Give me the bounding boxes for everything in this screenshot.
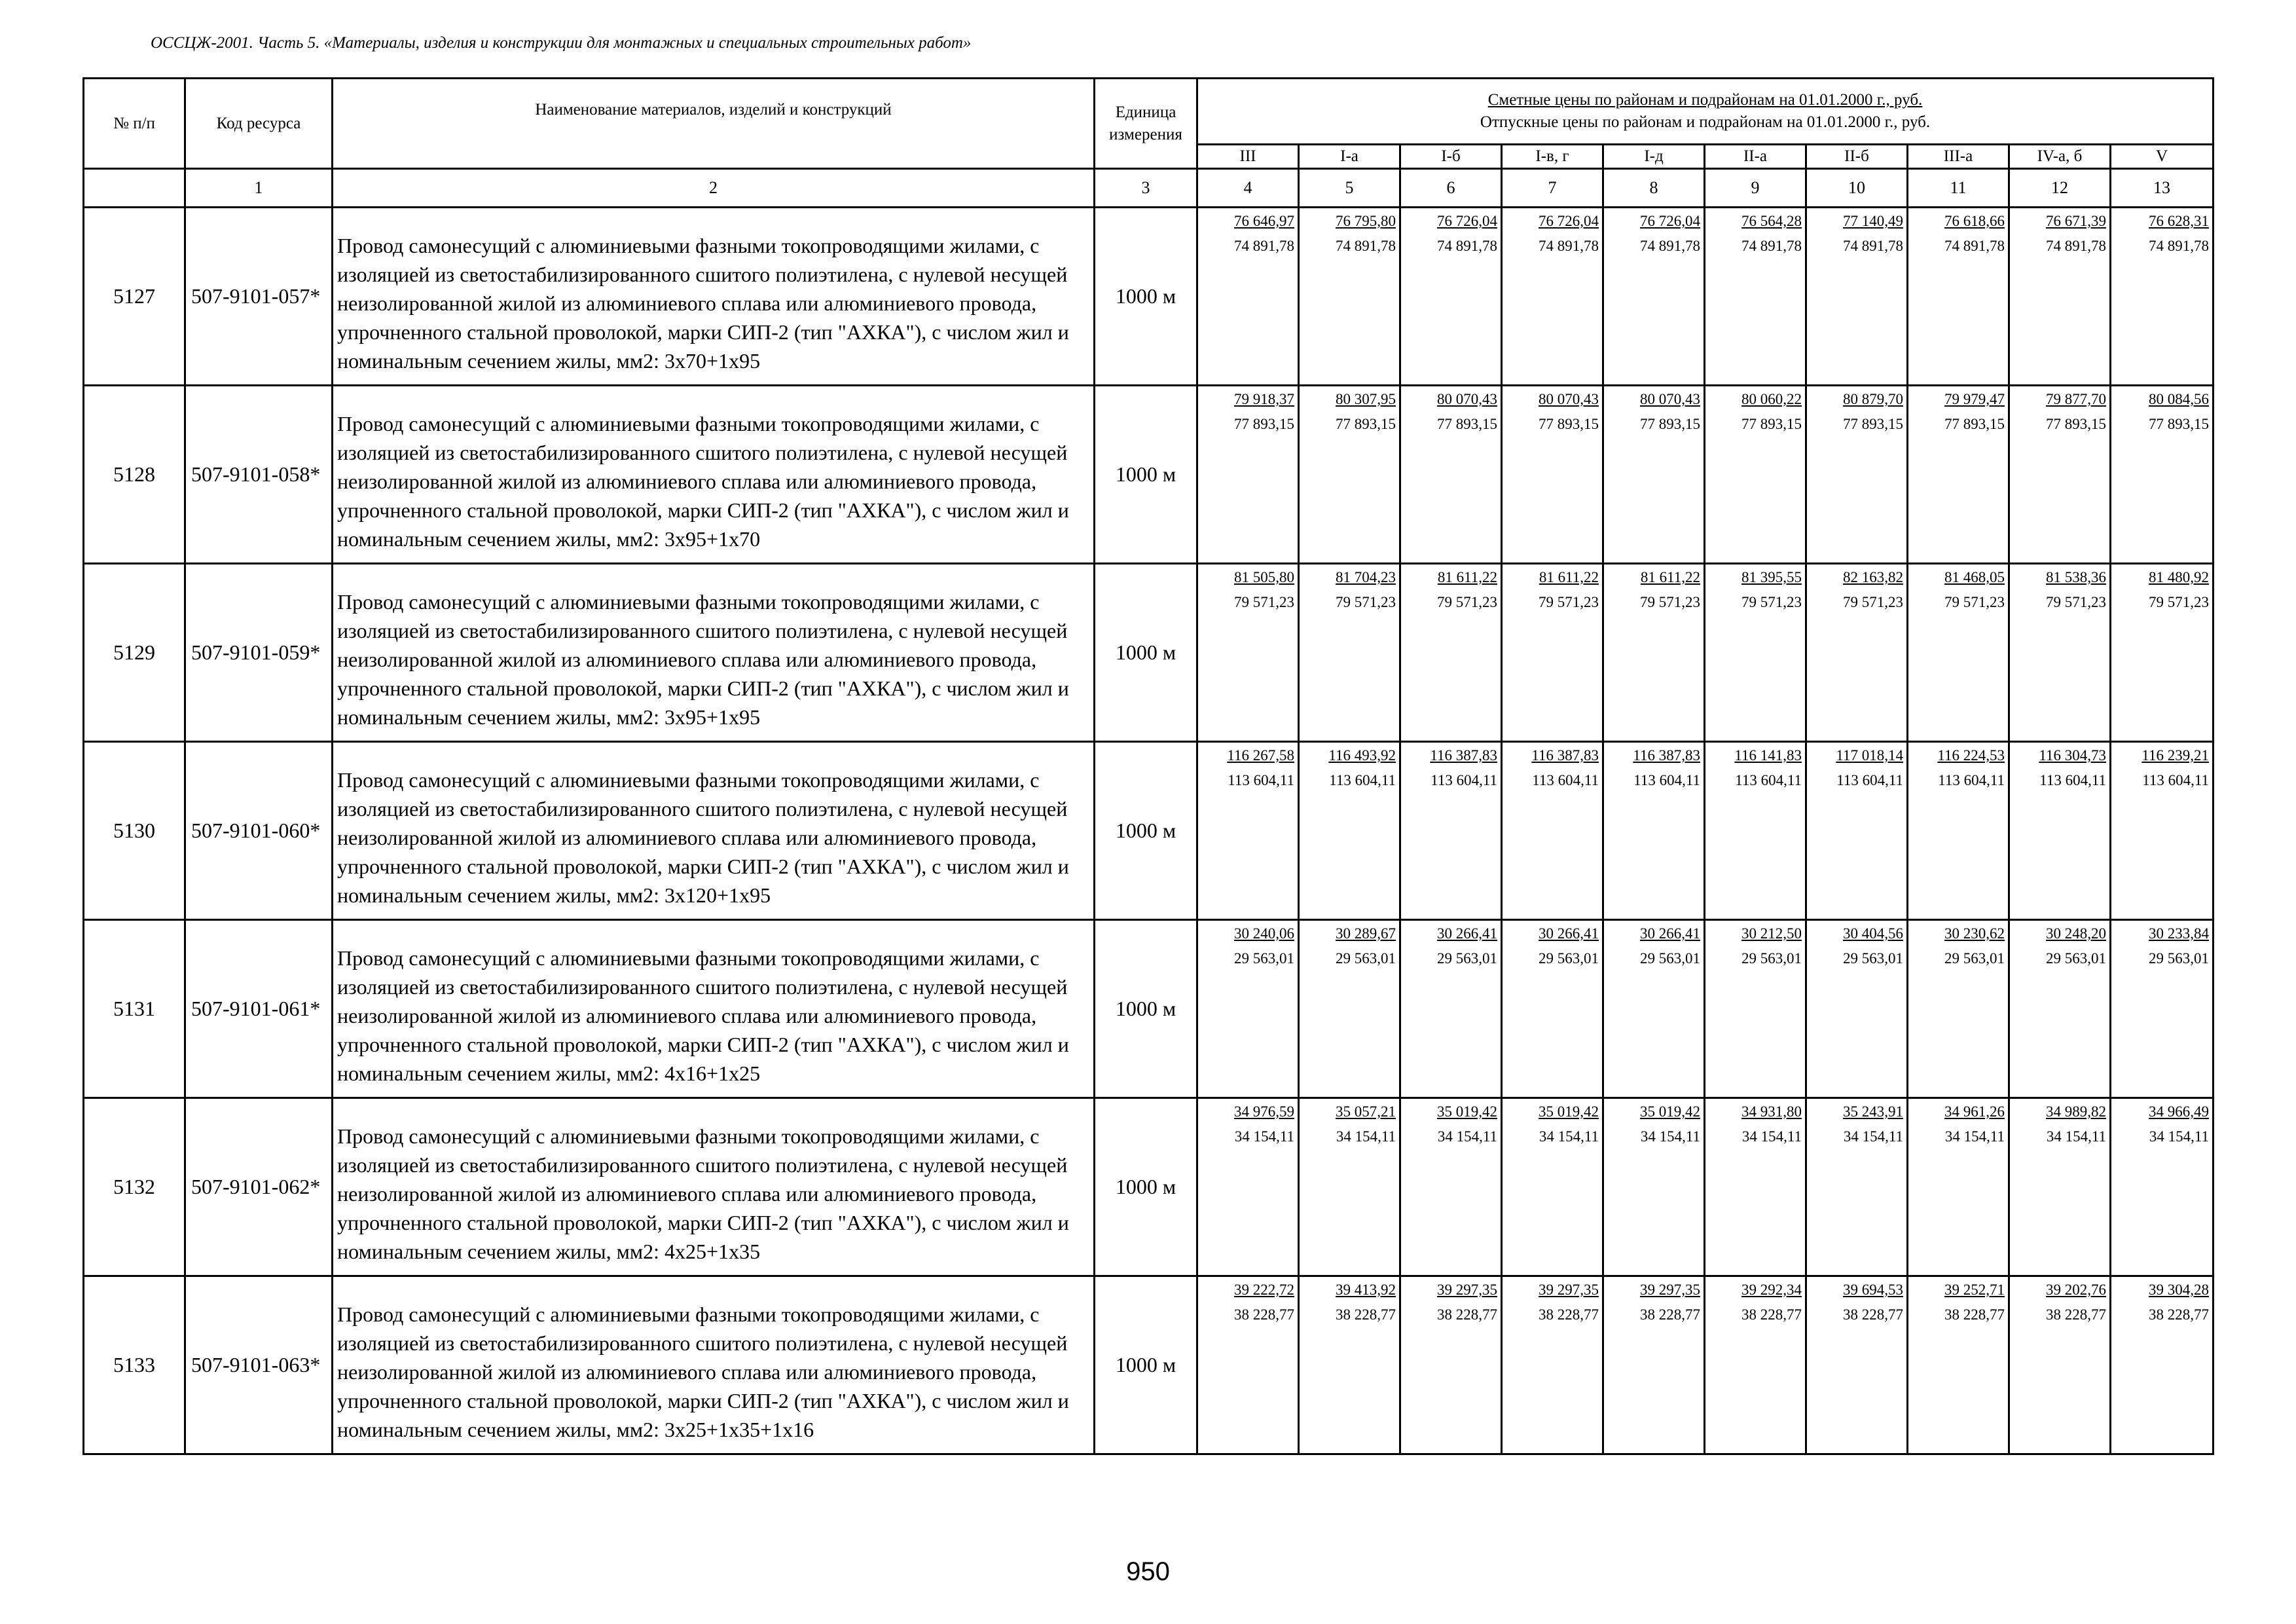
- estimate-price: 39 297,35: [1539, 1282, 1599, 1298]
- estimate-price: 39 297,35: [1640, 1282, 1700, 1298]
- column-number: 4: [1197, 169, 1299, 208]
- release-price: 79 571,23: [1539, 594, 1599, 610]
- estimate-price: 35 019,42: [1539, 1103, 1599, 1120]
- price-cell: [1400, 742, 1502, 920]
- estimate-price: 76 618,66: [1944, 213, 2005, 229]
- estimate-price: 80 070,43: [1437, 391, 1497, 407]
- release-price: 79 571,23: [2046, 594, 2106, 610]
- price-cell: [1400, 208, 1502, 386]
- estimate-price: 39 413,92: [1336, 1282, 1396, 1298]
- page-number: 950: [1126, 1557, 1170, 1586]
- row-number: 5130: [84, 742, 185, 920]
- price-cell: [1908, 1276, 2009, 1454]
- release-price: 113 604,11: [1532, 772, 1599, 788]
- table-row: [84, 1276, 2214, 1454]
- release-price: 77 893,15: [1944, 416, 2005, 432]
- estimate-price: 76 726,04: [1640, 213, 1700, 229]
- price-cell: [1502, 1276, 1603, 1454]
- estimate-price: 30 233,84: [2149, 925, 2210, 942]
- price-table: [82, 77, 2214, 1455]
- estimate-price: 80 307,95: [1336, 391, 1396, 407]
- price-cell: [1705, 208, 1806, 386]
- material-name: Провод самонесущий с алюминиевыми фазными токопроводящими жилами, с изоляцией из светостабилизированного сшитого полиэтилена, с нулевой несущей неизолированной жилой из алюминиевого сплава или алюминиевого провода, упрочненного стальной проволокой, марки СИП-2 (тип "АХКА"), с числом жил и номинальным сечением жилы, мм2: 4х25+1х35: [333, 1098, 1095, 1276]
- price-cell: [1299, 386, 1400, 564]
- material-name: Провод самонесущий с алюминиевыми фазными токопроводящими жилами, с изоляцией из светостабилизированного сшитого полиэтилена, с нулевой несущей неизолированной жилой из алюминиевого сплава или алюминиевого провода, упрочненного стальной проволокой, марки СИП-2 (тип "АХКА"), с числом жил и номинальным сечением жилы, мм2: 3х120+1х95: [333, 742, 1095, 920]
- unit: 1000 м: [1095, 1098, 1197, 1276]
- price-cell: [1197, 208, 1299, 386]
- header-no: № п/п: [84, 79, 185, 169]
- estimate-price: 39 694,53: [1843, 1282, 1903, 1298]
- column-number: 3: [1095, 169, 1197, 208]
- price-cell: [1908, 564, 2009, 742]
- estimate-price: 34 976,59: [1234, 1103, 1294, 1120]
- estimate-price: 30 212,50: [1741, 925, 1802, 942]
- price-cell: [1197, 1098, 1299, 1276]
- price-cell: [1603, 920, 1705, 1098]
- estimate-price: 34 989,82: [2046, 1103, 2106, 1120]
- release-price: 29 563,01: [1539, 950, 1599, 967]
- header-region: I-б: [1400, 145, 1502, 169]
- release-price: 34 154,11: [1437, 1128, 1497, 1145]
- release-price: 74 891,78: [1640, 238, 1700, 254]
- header-region: II-а: [1705, 145, 1806, 169]
- release-price: 77 893,15: [2046, 416, 2106, 432]
- release-price: 77 893,15: [1640, 416, 1700, 432]
- column-number: 6: [1400, 169, 1502, 208]
- column-number: 9: [1705, 169, 1806, 208]
- header-region: IV-а, б: [2009, 145, 2111, 169]
- estimate-price: 76 671,39: [2046, 213, 2106, 229]
- estimate-price: 35 243,91: [1843, 1103, 1903, 1120]
- material-name: Провод самонесущий с алюминиевыми фазными токопроводящими жилами, с изоляцией из светостабилизированного сшитого полиэтилена, с нулевой несущей неизолированной жилой из алюминиевого сплава или алюминиевого провода, упрочненного стальной проволокой, марки СИП-2 (тип "АХКА"), с числом жил и номинальным сечением жилы, мм2: 3х95+1х70: [333, 386, 1095, 564]
- material-name: Провод самонесущий с алюминиевыми фазными токопроводящими жилами, с изоляцией из светостабилизированного сшитого полиэтилена, с нулевой несущей неизолированной жилой из алюминиевого сплава или алюминиевого провода, упрочненного стальной проволокой, марки СИП-2 (тип "АХКА"), с числом жил и номинальным сечением жилы, мм2: 3х25+1х35+1х16: [333, 1276, 1095, 1454]
- material-name: Провод самонесущий с алюминиевыми фазными токопроводящими жилами, с изоляцией из светостабилизированного сшитого полиэтилена, с нулевой несущей неизолированной жилой из алюминиевого сплава или алюминиевого провода, упрочненного стальной проволокой, марки СИП-2 (тип "АХКА"), с числом жил и номинальным сечением жилы, мм2: 3х95+1х95: [333, 564, 1095, 742]
- estimate-price: 79 877,70: [2046, 391, 2106, 407]
- header-region: I-д: [1603, 145, 1705, 169]
- estimate-price: 30 266,41: [1640, 925, 1700, 942]
- estimate-price: 81 611,22: [1640, 569, 1700, 585]
- release-price: 29 563,01: [1437, 950, 1497, 967]
- price-cell: [2111, 208, 2214, 386]
- estimate-price: 35 019,42: [1640, 1103, 1700, 1120]
- estimate-price: 34 966,49: [2149, 1103, 2210, 1120]
- price-cell: [1502, 920, 1603, 1098]
- resource-code: 507-9101-058*: [185, 386, 333, 564]
- estimate-price: 80 070,43: [1539, 391, 1599, 407]
- resource-code: 507-9101-060*: [185, 742, 333, 920]
- estimate-price: 116 224,53: [1937, 747, 2005, 764]
- unit: 1000 м: [1095, 564, 1197, 742]
- estimate-price: 34 931,80: [1741, 1103, 1802, 1120]
- estimate-price: 80 879,70: [1843, 391, 1903, 407]
- release-price: 34 154,11: [1741, 1128, 1802, 1145]
- estimate-price: 116 387,83: [1633, 747, 1700, 764]
- release-price: 79 571,23: [1234, 594, 1294, 610]
- unit: 1000 м: [1095, 208, 1197, 386]
- release-price: 77 893,15: [1234, 416, 1294, 432]
- estimate-price: 30 266,41: [1539, 925, 1599, 942]
- price-cell: [1603, 564, 1705, 742]
- release-price: 34 154,11: [1336, 1128, 1396, 1145]
- release-price: 79 571,23: [1336, 594, 1396, 610]
- estimate-price: 116 239,21: [2141, 747, 2210, 764]
- price-cell: [1908, 920, 2009, 1098]
- table-row: [84, 920, 2214, 1098]
- estimate-price: 81 611,22: [1437, 569, 1497, 585]
- release-price: 29 563,01: [1640, 950, 1700, 967]
- price-cell: [1197, 564, 1299, 742]
- price-cell: [1705, 742, 1806, 920]
- price-cell: [1299, 1098, 1400, 1276]
- price-cell: [1908, 208, 2009, 386]
- estimate-price: 34 961,26: [1944, 1103, 2005, 1120]
- release-price: 113 604,11: [2039, 772, 2106, 788]
- release-price: 113 604,11: [1633, 772, 1700, 788]
- release-price: 29 563,01: [1234, 950, 1294, 967]
- header-prices-release: Отпускные цены по районам и подрайонам на 01.01.2000 г., руб.: [1480, 113, 1931, 131]
- material-name: Провод самонесущий с алюминиевыми фазными токопроводящими жилами, с изоляцией из светостабилизированного сшитого полиэтилена, с нулевой несущей неизолированной жилой из алюминиевого сплава или алюминиевого провода, упрочненного стальной проволокой, марки СИП-2 (тип "АХКА"), с числом жил и номинальным сечением жилы, мм2: 3х70+1х95: [333, 208, 1095, 386]
- release-price: 74 891,78: [1843, 238, 1903, 254]
- price-cell: [1502, 564, 1603, 742]
- material-name: Провод самонесущий с алюминиевыми фазными токопроводящими жилами, с изоляцией из светостабилизированного сшитого полиэтилена, с нулевой несущей неизолированной жилой из алюминиевого сплава или алюминиевого провода, упрочненного стальной проволокой, марки СИП-2 (тип "АХКА"), с числом жил и номинальным сечением жилы, мм2: 4х16+1х25: [333, 920, 1095, 1098]
- price-cell: [1197, 1276, 1299, 1454]
- estimate-price: 81 395,55: [1741, 569, 1802, 585]
- price-cell: [1603, 386, 1705, 564]
- estimate-price: 76 564,28: [1741, 213, 1802, 229]
- table-row: [84, 208, 2214, 386]
- price-cell: [1908, 1098, 2009, 1276]
- estimate-price: 39 222,72: [1234, 1282, 1294, 1298]
- estimate-price: 117 018,14: [1836, 747, 1903, 764]
- release-price: 74 891,78: [1741, 238, 1802, 254]
- release-price: 77 893,15: [1843, 416, 1903, 432]
- price-cell: [2009, 386, 2111, 564]
- price-cell: [1603, 1276, 1705, 1454]
- release-price: 113 604,11: [1938, 772, 2005, 788]
- release-price: 34 154,11: [2149, 1128, 2210, 1145]
- release-price: 74 891,78: [1539, 238, 1599, 254]
- estimate-price: 39 297,35: [1437, 1282, 1497, 1298]
- price-cell: [1806, 1276, 1908, 1454]
- release-price: 79 571,23: [2149, 594, 2210, 610]
- release-price: 74 891,78: [1336, 238, 1396, 254]
- estimate-price: 76 628,31: [2149, 213, 2210, 229]
- header-name: Наименование материалов, изделий и конструкций: [333, 79, 1095, 169]
- release-price: 38 228,77: [1843, 1306, 1903, 1323]
- row-number: 5127: [84, 208, 185, 386]
- release-price: 113 604,11: [2142, 772, 2210, 788]
- column-number: 13: [2111, 169, 2214, 208]
- price-cell: [1705, 1276, 1806, 1454]
- estimate-price: 81 538,36: [2046, 569, 2106, 585]
- release-price: 29 563,01: [1741, 950, 1802, 967]
- estimate-price: 116 493,92: [1328, 747, 1396, 764]
- estimate-price: 76 726,04: [1437, 213, 1497, 229]
- estimate-price: 30 266,41: [1437, 925, 1497, 942]
- price-cell: [1603, 208, 1705, 386]
- estimate-price: 116 387,83: [1430, 747, 1497, 764]
- header-region: I-а: [1299, 145, 1400, 169]
- column-number: 8: [1603, 169, 1705, 208]
- price-cell: [1400, 920, 1502, 1098]
- estimate-price: 81 480,92: [2149, 569, 2210, 585]
- price-cell: [1705, 920, 1806, 1098]
- price-cell: [1197, 742, 1299, 920]
- release-price: 29 563,01: [1944, 950, 2005, 967]
- price-cell: [1400, 1098, 1502, 1276]
- unit: 1000 м: [1095, 920, 1197, 1098]
- release-price: 113 604,11: [1228, 772, 1294, 788]
- release-price: 113 604,11: [1329, 772, 1396, 788]
- price-cell: [2009, 208, 2111, 386]
- estimate-price: 80 084,56: [2149, 391, 2210, 407]
- price-cell: [1299, 920, 1400, 1098]
- price-cell: [1502, 386, 1603, 564]
- release-price: 38 228,77: [1234, 1306, 1294, 1323]
- release-price: 34 154,11: [1234, 1128, 1294, 1145]
- price-cell: [2111, 1098, 2214, 1276]
- estimate-price: 39 292,34: [1741, 1282, 1802, 1298]
- price-cell: [1806, 1098, 1908, 1276]
- price-cell: [1400, 564, 1502, 742]
- release-price: 38 228,77: [2046, 1306, 2106, 1323]
- estimate-price: 76 726,04: [1539, 213, 1599, 229]
- release-price: 38 228,77: [1640, 1306, 1700, 1323]
- estimate-price: 80 060,22: [1741, 391, 1802, 407]
- column-number: 7: [1502, 169, 1603, 208]
- row-number: 5133: [84, 1276, 185, 1454]
- release-price: 29 563,01: [1336, 950, 1396, 967]
- estimate-price: 79 979,47: [1944, 391, 2005, 407]
- price-cell: [2111, 920, 2214, 1098]
- release-price: 79 571,23: [1944, 594, 2005, 610]
- estimate-price: 39 252,71: [1944, 1282, 2005, 1298]
- estimate-price: 81 611,22: [1539, 569, 1599, 585]
- resource-code: 507-9101-059*: [185, 564, 333, 742]
- release-price: 34 154,11: [1843, 1128, 1903, 1145]
- resource-code: 507-9101-061*: [185, 920, 333, 1098]
- estimate-price: 116 141,83: [1734, 747, 1802, 764]
- table-row: [84, 1098, 2214, 1276]
- price-cell: [1603, 742, 1705, 920]
- column-number: 10: [1806, 169, 1908, 208]
- resource-code: 507-9101-057*: [185, 208, 333, 386]
- release-price: 79 571,23: [1843, 594, 1903, 610]
- price-cell: [1502, 208, 1603, 386]
- price-cell: [1705, 564, 1806, 742]
- price-cell: [2111, 386, 2214, 564]
- resource-code: 507-9101-063*: [185, 1276, 333, 1454]
- unit: 1000 м: [1095, 1276, 1197, 1454]
- release-price: 74 891,78: [1944, 238, 2005, 254]
- estimate-price: 30 289,67: [1336, 925, 1396, 942]
- header-code: Код ресурса: [185, 79, 333, 169]
- release-price: 74 891,78: [2149, 238, 2210, 254]
- price-cell: [2009, 1098, 2111, 1276]
- price-cell: [1806, 386, 1908, 564]
- column-number: 12: [2009, 169, 2111, 208]
- header-region: III: [1197, 145, 1299, 169]
- estimate-price: 76 795,80: [1336, 213, 1396, 229]
- release-price: 77 893,15: [1336, 416, 1396, 432]
- price-cell: [1908, 742, 2009, 920]
- price-cell: [2111, 742, 2214, 920]
- table-row: [84, 564, 2214, 742]
- header-region: I-в, г: [1502, 145, 1603, 169]
- price-cell: [2009, 564, 2111, 742]
- price-cell: [1806, 564, 1908, 742]
- release-price: 77 893,15: [1437, 416, 1497, 432]
- column-number: 1: [185, 169, 333, 208]
- release-price: 79 571,23: [1437, 594, 1497, 610]
- price-cell: [1197, 386, 1299, 564]
- estimate-price: 30 248,20: [2046, 925, 2106, 942]
- column-number: 11: [1908, 169, 2009, 208]
- estimate-price: 77 140,49: [1843, 213, 1903, 229]
- price-cell: [1806, 920, 1908, 1098]
- estimate-price: 82 163,82: [1843, 569, 1903, 585]
- estimate-price: 30 404,56: [1843, 925, 1903, 942]
- row-number: 5132: [84, 1098, 185, 1276]
- price-cell: [1299, 1276, 1400, 1454]
- estimate-price: 39 304,28: [2149, 1282, 2210, 1298]
- header-prices: [1197, 79, 2214, 145]
- release-price: 38 228,77: [1539, 1306, 1599, 1323]
- price-cell: [2009, 742, 2111, 920]
- price-cell: [1197, 920, 1299, 1098]
- column-number: 5: [1299, 169, 1400, 208]
- release-price: 77 893,15: [1539, 416, 1599, 432]
- release-price: 74 891,78: [1234, 238, 1294, 254]
- header-region: II-б: [1806, 145, 1908, 169]
- header-unit: Единица измерения: [1095, 79, 1197, 169]
- estimate-price: 81 468,05: [1944, 569, 2005, 585]
- release-price: 38 228,77: [2149, 1306, 2210, 1323]
- estimate-price: 35 057,21: [1336, 1103, 1396, 1120]
- release-price: 77 893,15: [1741, 416, 1802, 432]
- price-cell: [2009, 920, 2111, 1098]
- release-price: 38 228,77: [1944, 1306, 2005, 1323]
- unit: 1000 м: [1095, 386, 1197, 564]
- release-price: 38 228,77: [1741, 1306, 1802, 1323]
- price-cell: [1400, 1276, 1502, 1454]
- price-cell: [2111, 1276, 2214, 1454]
- row-number: 5128: [84, 386, 185, 564]
- price-cell: [1806, 742, 1908, 920]
- column-number-blank: [84, 169, 185, 208]
- unit: 1000 м: [1095, 742, 1197, 920]
- resource-code: 507-9101-062*: [185, 1098, 333, 1276]
- price-cell: [2009, 1276, 2111, 1454]
- release-price: 34 154,11: [1539, 1128, 1599, 1145]
- release-price: 29 563,01: [2149, 950, 2210, 967]
- estimate-price: 30 240,06: [1234, 925, 1294, 942]
- estimate-price: 30 230,62: [1944, 925, 2005, 942]
- release-price: 29 563,01: [1843, 950, 1903, 967]
- table-row: [84, 386, 2214, 564]
- price-cell: [1502, 1098, 1603, 1276]
- row-number: 5131: [84, 920, 185, 1098]
- estimate-price: 81 704,23: [1336, 569, 1396, 585]
- price-cell: [1400, 386, 1502, 564]
- price-cell: [1603, 1098, 1705, 1276]
- price-cell: [2111, 564, 2214, 742]
- price-cell: [1299, 564, 1400, 742]
- document-header: ОССЦЖ-2001. Часть 5. «Материалы, изделия и конструкции для монтажных и специальных строительных работ»: [151, 34, 972, 52]
- estimate-price: 80 070,43: [1640, 391, 1700, 407]
- release-price: 74 891,78: [1437, 238, 1497, 254]
- table-row: [84, 742, 2214, 920]
- release-price: 74 891,78: [2046, 238, 2106, 254]
- price-cell: [1705, 386, 1806, 564]
- price-cell: [1299, 208, 1400, 386]
- estimate-price: 39 202,76: [2046, 1282, 2106, 1298]
- release-price: 77 893,15: [2149, 416, 2210, 432]
- price-cell: [1908, 386, 2009, 564]
- release-price: 79 571,23: [1640, 594, 1700, 610]
- release-price: 29 563,01: [2046, 950, 2106, 967]
- row-number: 5129: [84, 564, 185, 742]
- price-cell: [1502, 742, 1603, 920]
- header-region: V: [2111, 145, 2214, 169]
- price-cell: [1705, 1098, 1806, 1276]
- release-price: 113 604,11: [1836, 772, 1903, 788]
- estimate-price: 35 019,42: [1437, 1103, 1497, 1120]
- release-price: 34 154,11: [2046, 1128, 2106, 1145]
- release-price: 34 154,11: [1944, 1128, 2005, 1145]
- estimate-price: 81 505,80: [1234, 569, 1294, 585]
- estimate-price: 116 387,83: [1531, 747, 1599, 764]
- release-price: 79 571,23: [1741, 594, 1802, 610]
- header-region: III-а: [1908, 145, 2009, 169]
- release-price: 34 154,11: [1640, 1128, 1700, 1145]
- estimate-price: 116 267,58: [1227, 747, 1294, 764]
- release-price: 38 228,77: [1336, 1306, 1396, 1323]
- release-price: 113 604,11: [1735, 772, 1802, 788]
- release-price: 38 228,77: [1437, 1306, 1497, 1323]
- estimate-price: 116 304,73: [2039, 747, 2106, 764]
- price-cell: [1806, 208, 1908, 386]
- estimate-price: 76 646,97: [1234, 213, 1294, 229]
- column-number: 2: [333, 169, 1095, 208]
- price-cell: [1299, 742, 1400, 920]
- release-price: 113 604,11: [1430, 772, 1497, 788]
- header-prices-estimate: Сметные цены по районам и подрайонам на 01.01.2000 г., руб.: [1487, 91, 1923, 109]
- estimate-price: 79 918,37: [1234, 391, 1294, 407]
